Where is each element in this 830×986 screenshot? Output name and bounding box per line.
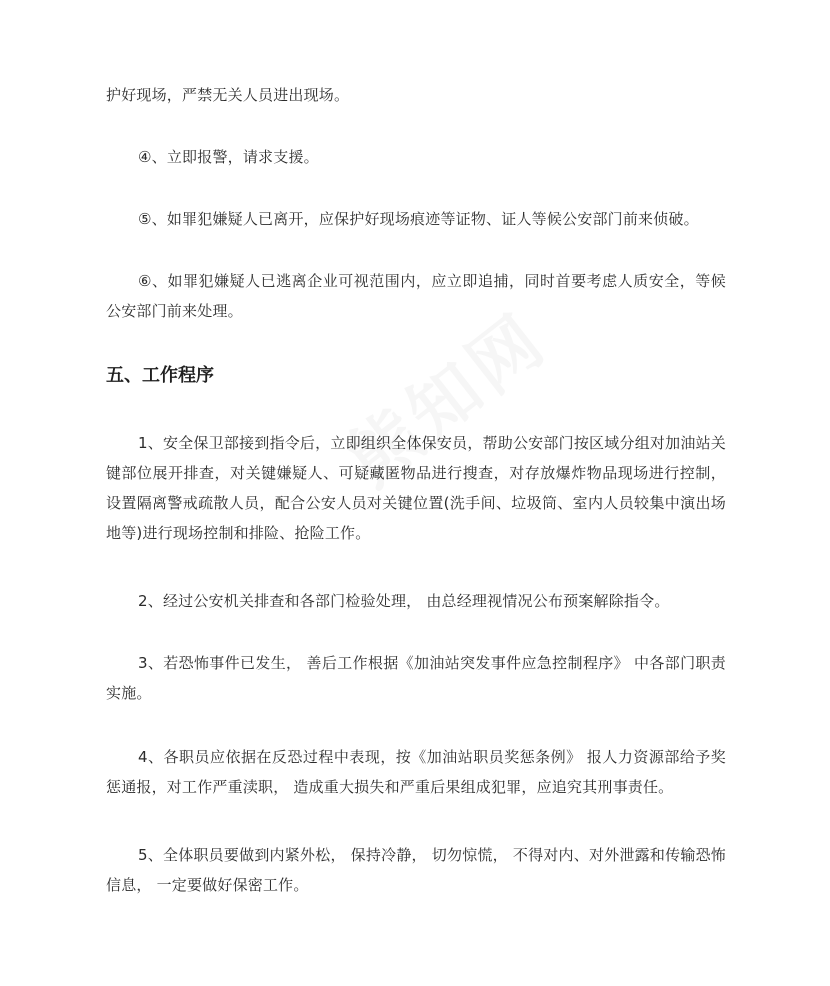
paragraph-continuation: 护好现场，严禁无关人员进出现场。 — [106, 86, 350, 104]
procedure-step-2: 2、经过公安机关排查和各部门检验处理， 由总经理视情况公布预案解除指令。 — [138, 592, 670, 610]
procedure-step-3: 3、若恐怖事件已发生， 善后工作根据《加油站突发事件应急控制程序》 中各部门职责实施。 — [106, 654, 726, 702]
section-heading: 五、工作程序 — [106, 365, 214, 386]
paragraph-item-5: ⑤、如罪犯嫌疑人已离开，应保护好现场痕迹等证物、证人等候公安部门前来侦破。 — [138, 210, 699, 228]
procedure-step-5: 5、全体职员要做到内紧外松， 保持冷静， 切勿惊慌， 不得对内、对外泄露和传输恐怖信息， 一定要做好保密工作。 — [106, 846, 726, 894]
paragraph-item-6: ⑥、如罪犯嫌疑人已逃离企业可视范围内，应立即追捕，同时首要考虑人质安全，等候公安部门前来处理。 — [106, 272, 726, 320]
procedure-step-1: 1、安全保卫部接到指令后，立即组织全体保安员，帮助公安部门按区域分组对加油站关键部位展开排查，对关键嫌疑人、可疑藏匿物品进行搜查，对存放爆炸物品现场进行控制，设置隔离警戒疏散人员，配合公安人员对关键位置(洗手间、垃圾筒、室内人员较集中演出场地等)进行现场控制和排险、抢险工作。 — [106, 434, 726, 542]
procedure-step-4: 4、各职员应依据在反恐过程中表现，按《加油站职员奖惩条例》 报人力资源部给予奖惩通报，对工作严重渎职， 造成重大损失和严重后果组成犯罪，应追究其刑事责任。 — [106, 748, 726, 796]
paragraph-item-4: ④、立即报警，请求支援。 — [138, 148, 319, 166]
